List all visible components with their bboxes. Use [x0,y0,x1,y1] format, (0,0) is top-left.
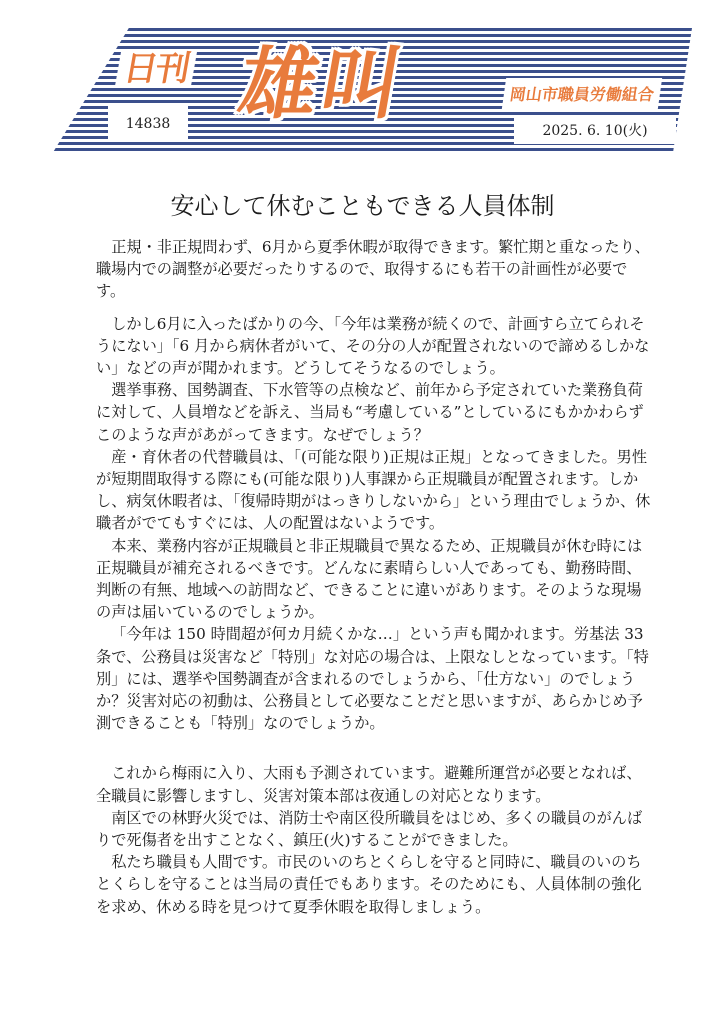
paragraph: 南区での林野火災では、消防士や南区役所職員をはじめ、多くの職員のがんばりで死傷者を出すことなく、鎮圧(火)することができました。 [96,808,643,850]
article-headline: 安心して休むこともできる人員体制 [170,192,555,220]
paragraph: 「今年は 150 時間超が何カ月続くかな…」という声も聞かれます。労基法 33 条で、公務員は災害など「特別」な対応の場合は、上限なしとなっています。「特別」には、選挙や国勢調査が含まれるのでしょうから、「仕方ない」のでしょうか？災害対応の初動は、公務員として必要なことだと思いますが、あらかじめ予測できることも「特別」なのでしょうか。 [96,625,649,733]
paragraph: 産・育休者の代替職員は、「(可能な限り)正規は正規」となってきました。男性が短期間取得する際にも(可能な限り)人事課から正規職員が配置されます。しかし、病気休暇者は、「復帰時期がはっきりしないから」という理由でしょうか、休職者がでてもすぐには、人の配置はないようです。 [96,447,651,533]
article-body [96,236,656,918]
paragraph: 本来、業務内容が正規職員と非正規職員で異なるため、正規職員が休む時には正規職員が補充されるべきです。どんなに素晴らしい人であっても、勤務時間、判断の有無、地域への訪問など、できることに違いがあります。そのような現場の声は届いているのでしょうか。 [96,536,643,622]
paragraph: 正規・非正規問わず、6月から夏季休暇が取得できます。繁忙期と重なったり、職場内での調整が必要だったりするので、取得するにも若干の計画性が必要です。 [96,238,650,301]
masthead [52,28,692,154]
paragraph: しかし6月に入ったばかりの今、「今年は業務が続くので、計画すら立てられそうにない」「6 月から病休者がいて、その分の人が配置されないので諦めるしかない」などの声が聞かれます。どうしてそうなるのでしょう。 [96,314,650,378]
paragraph: 選挙事務、国勢調査、下水管等の点検など、前年から予定されていた業務負荷に対して、人員増などを訴え、当局も“考慮している”としているにもかかわらずこのような声があがってきます。なぜでしょう？ [96,381,644,444]
issue-number: 14838 [108,106,188,142]
organization-name: 岡山市職員労働組合 [502,78,662,109]
masthead-title-small: 日刊 [115,50,198,88]
paragraph: これから梅雨に入り、大雨も予測されています。避難所運営が必要となれば、全職員に影響しますし、災害対策本部は夜通しの対応となります。 [96,764,642,805]
masthead-title-big: 雄叫 [232,40,412,130]
paragraph: 私たち職員も人間です。市民のいのちとくらしを守ると同時に、職員のいのちとくらしを守ることは当局の責任でもあります。そのためにも、人員体制の強化を求め、休める時を見つけて夏季休暇を取得しましょう。 [96,853,642,916]
issue-date: 2025. 6. 10(火) [514,116,676,144]
